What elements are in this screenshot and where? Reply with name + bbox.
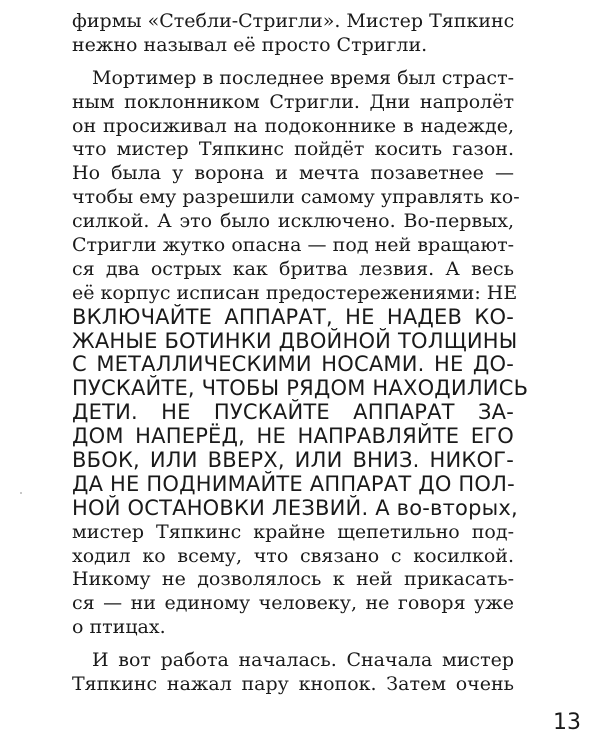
text-line: ходил ко всему, что связано с косилкой. [72,544,514,567]
warning-text-line: ПУСКАЙТЕ, ЧТОБЫ РЯДОМ НАХОДИЛИСЬ [72,376,529,401]
text-line: Стригли жутко опасна — под ней вращают- [72,234,514,257]
paragraph-3 [72,649,514,697]
text-line: Но была у ворона и мечта позаветнее — [72,162,514,185]
book-page-text [72,10,529,697]
warning-text-line: ДЕТИ. НЕ ПУСКАЙТЕ АППАРАТ ЗА- [72,400,514,425]
warning-text-line: НОЙ ОСТАНОВКИ ЛЕЗВИЙ. А во-вторых, [72,495,518,520]
text-line: что мистер Тяпкинс пойдёт косить газон. [72,138,514,161]
warning-text-line: ДА НЕ ПОДНИМАЙТЕ АППАРАТ ДО ПОЛ- [72,471,515,496]
text-line: он просиживал на подоконнике в надежде, [72,114,514,137]
text-line: её корпус исписан предостережениями: НЕ [72,281,518,304]
warning-text-line: ЖАНЫЕ БОТИНКИ ДВОЙНОЙ ТОЛЩИНЫ [72,328,518,353]
warning-text-line: ВКЛЮЧАЙТЕ АППАРАТ, НЕ НАДЕВ КО- [72,304,514,329]
text-line: мистер Тяпкинс крайне щепетильно под- [72,520,514,543]
text-line: чтобы ему разрешили самому управлять ко- [72,186,520,209]
text-line: ся два острых как бритва лезвия. А весь [72,257,514,280]
warning-text-line: С МЕТАЛЛИЧЕСКИМИ НОСАМИ. НЕ ДО- [72,352,514,377]
paragraph-2 [72,66,529,640]
page-number: 13 [553,710,581,735]
text-line: И вот работа началась. Сначала мистер [92,649,514,672]
text-line: Никому не дозволялось к ней прикасать- [72,568,514,591]
paragraph-1 [72,10,514,58]
warning-text-line: ДОМ НАПЕРЁД, НЕ НАПРАВЛЯЙТЕ ЕГО [72,424,514,449]
text-line: о птицах. [72,616,166,639]
warning-text-line: ВБОК, ИЛИ ВВЕРХ, ИЛИ ВНИЗ. НИКОГ- [72,448,514,473]
text-line: Мортимер в последнее время был страст- [92,66,514,89]
text-line: ным поклонником Стригли. Дни напролёт [72,90,514,113]
text-line: фирмы «Стебли-Стригли». Мистер Тяпкинс [72,10,515,32]
text-line: ся — ни единому человеку, не говоря уже [72,592,514,615]
scan-artifact [20,492,22,494]
text-line: нежно называл её просто Стригли. [72,33,428,56]
text-line: силкой. А это было исключено. Во-первых, [72,210,514,233]
text-line: Тяпкинс нажал пару кнопок. Затем очень [72,673,514,696]
